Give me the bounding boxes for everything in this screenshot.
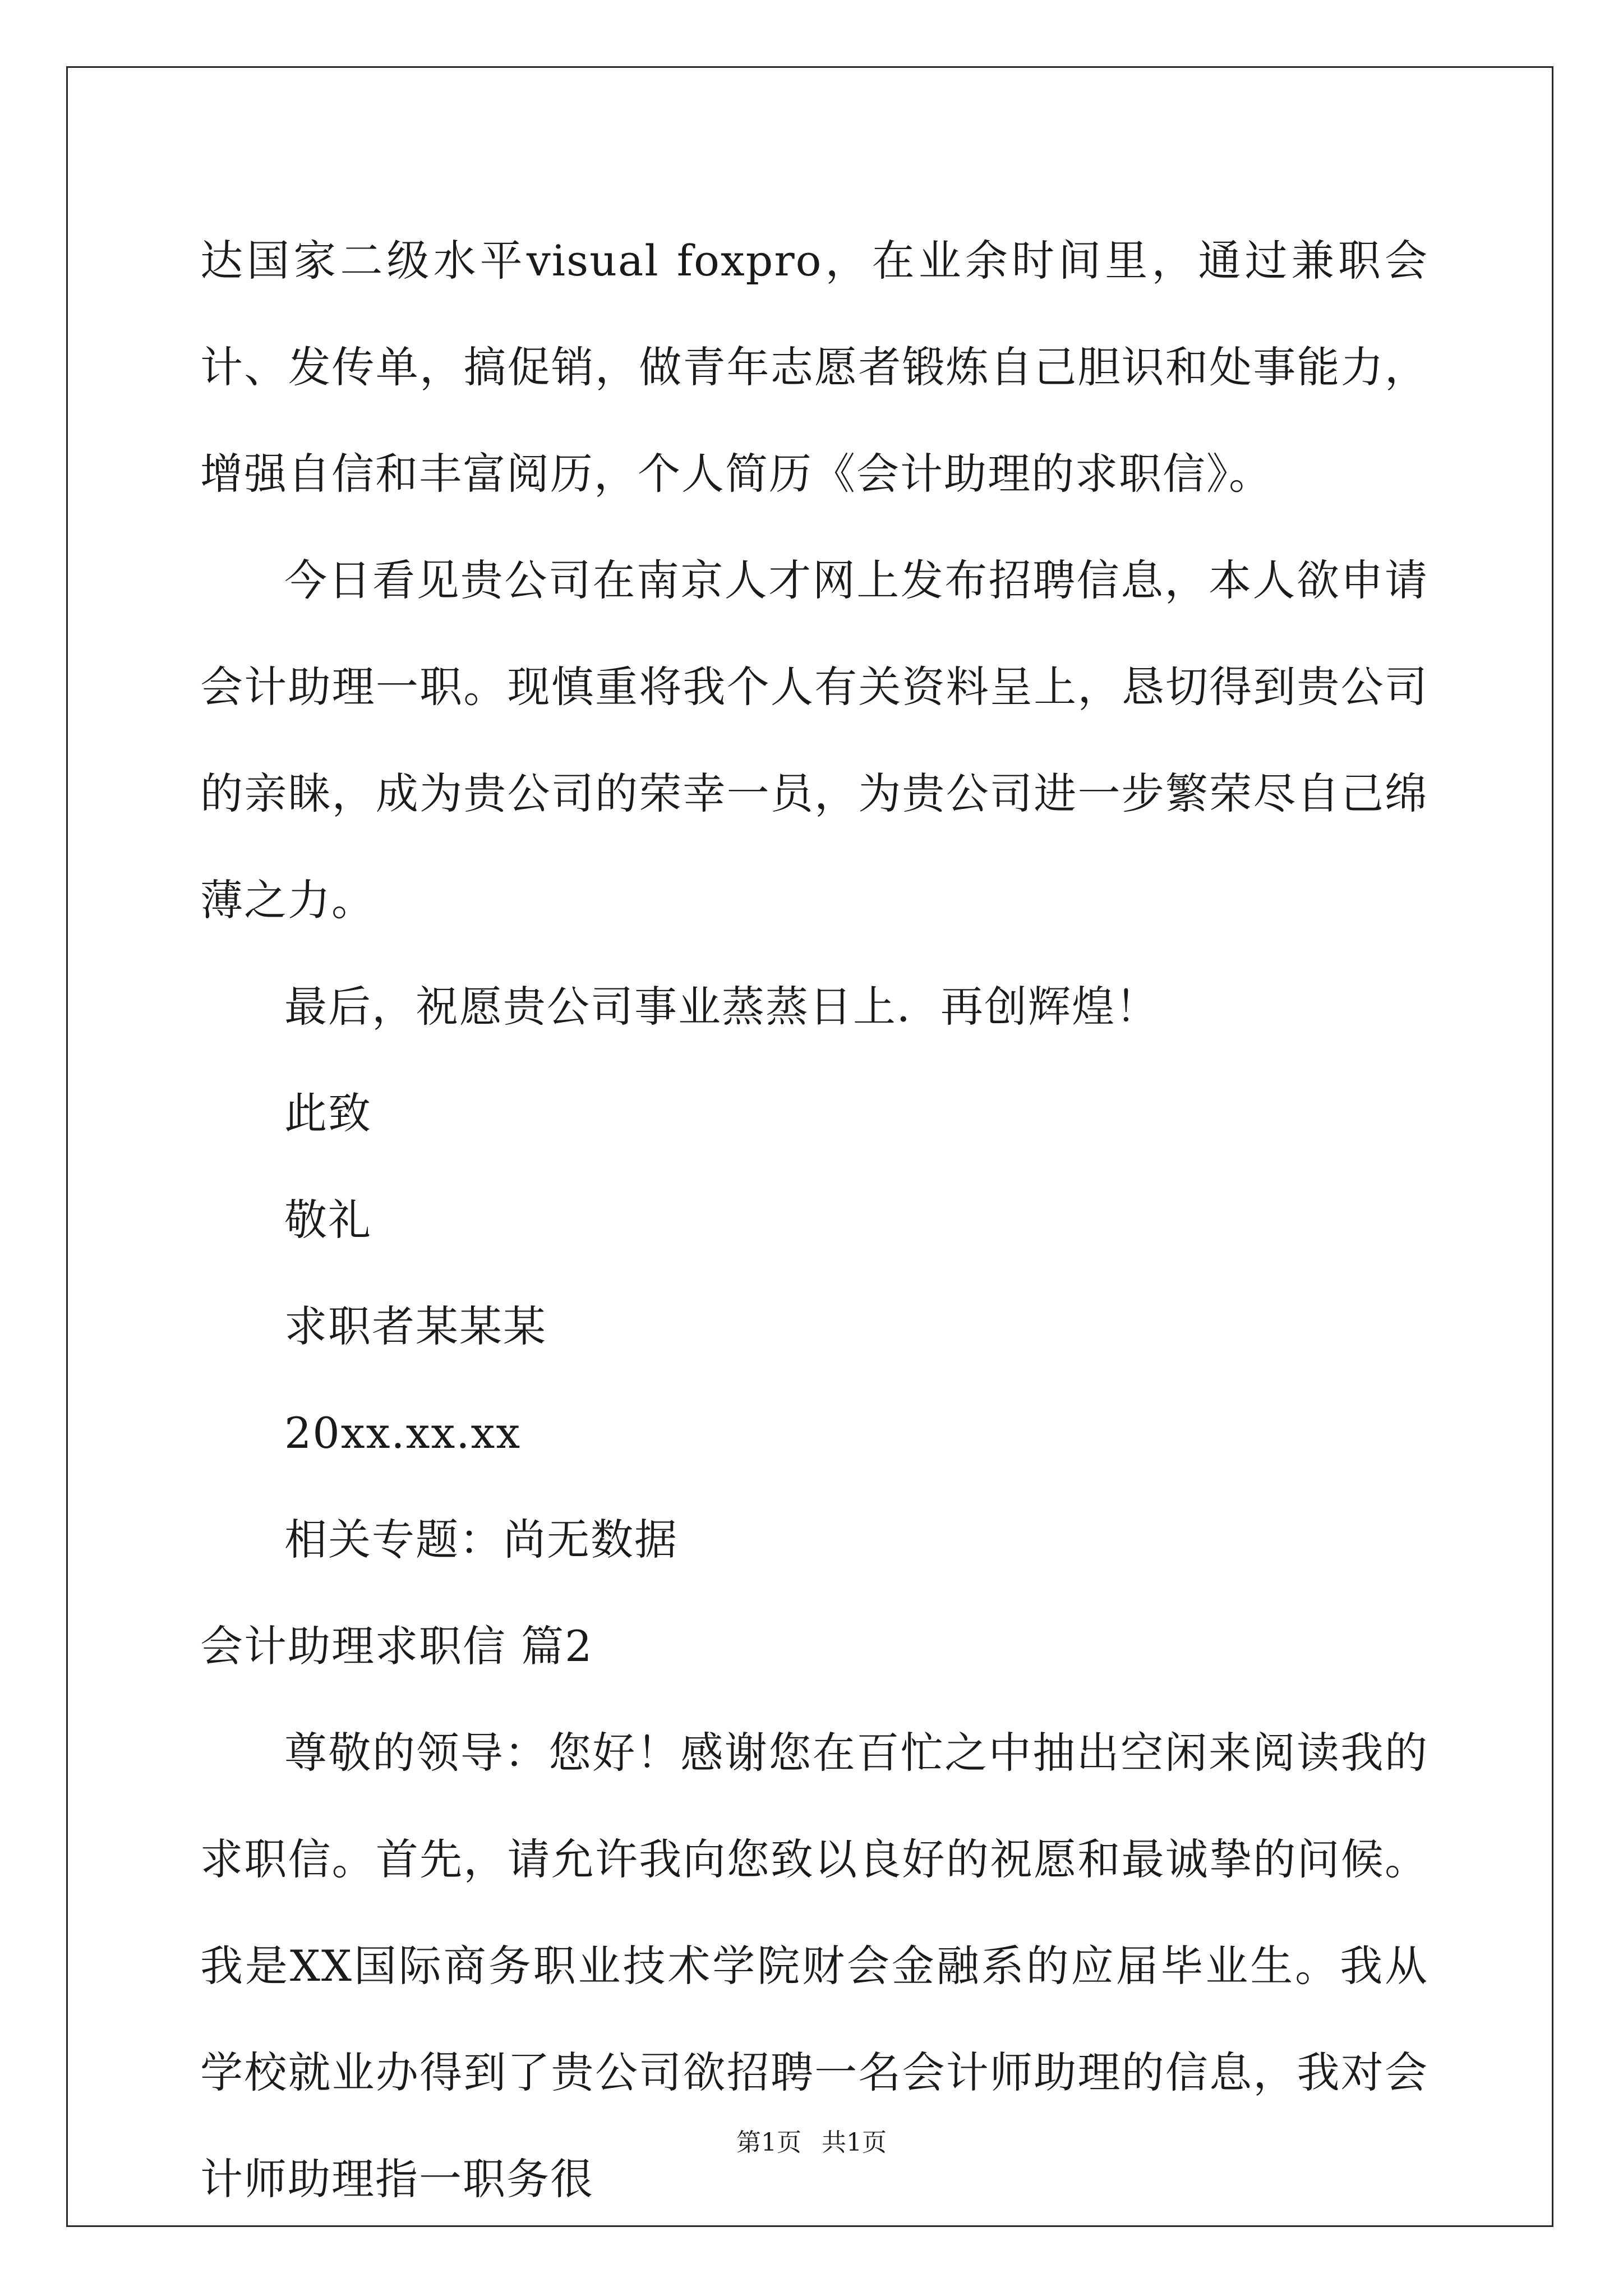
page-number-total: 共1页 bbox=[822, 2128, 887, 2157]
related-topics: 相关专题：尚无数据 bbox=[284, 1515, 678, 1565]
paragraph-letter-2: 尊敬的领导：您好！感谢您在百忙之中抽出空闲来阅读我的求职信。首先，请允许我向您致以良好的祝愿和最诚挚的问候。我是XX国际商务职业技术学院财会金融系的应届毕业生。我从学校就业办得到了贵公司欲招聘一名会计师助理的信息，我对会计师助理指一职务很 bbox=[200, 1728, 1428, 2204]
signature-date: 20xx.xx.xx bbox=[284, 1408, 522, 1458]
signature-name: 求职者某某某 bbox=[284, 1301, 547, 1351]
section-heading: 会计助理求职信 篇2 bbox=[200, 1621, 593, 1671]
paragraph-closing-wish: 最后，祝愿贵公司事业蒸蒸日上．再创辉煌！ bbox=[284, 982, 1159, 1032]
paragraph-application: 今日看见贵公司在南京人才网上发布招聘信息，本人欲申请会计助理一职。现慎重将我个人有关资料呈上，恳切得到贵公司的亲睐，成为贵公司的荣幸一员，为贵公司进一步繁荣尽自己绵薄之力。 bbox=[200, 555, 1428, 925]
page-footer bbox=[0, 2126, 1623, 2160]
salutation-cizhi: 此致 bbox=[284, 1088, 372, 1138]
document-body bbox=[200, 208, 1428, 2233]
page-number-current: 第1页 bbox=[736, 2128, 801, 2157]
paragraph-intro-continued: 达国家二级水平visual foxpro，在业余时间里，通过兼职会计、发传单，搞促销，做青年志愿者锻炼自己胆识和处事能力，增强自信和丰富阅历，个人简历《会计助理的求职信》。 bbox=[200, 236, 1428, 499]
salutation-jingli: 敬礼 bbox=[284, 1195, 372, 1245]
